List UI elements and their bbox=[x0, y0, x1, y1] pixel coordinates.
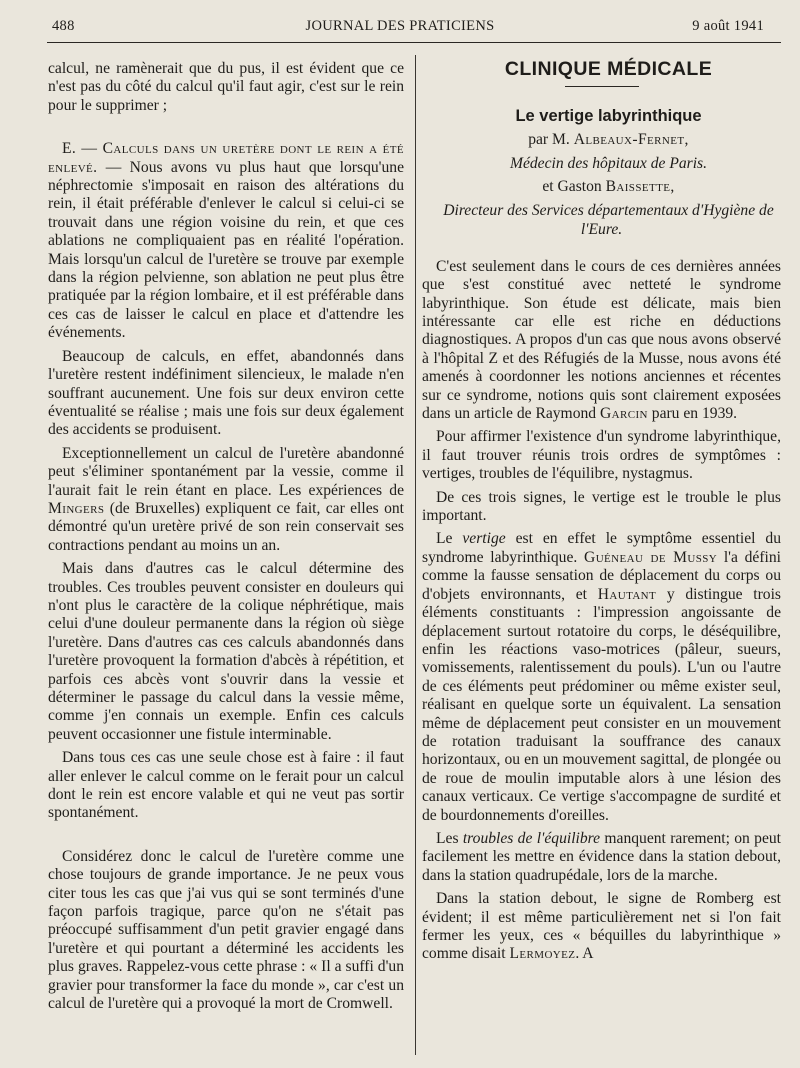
paragraph: calcul, ne ramènerait que du pus, il est évident que ce n'est pas du côté du calcul qu'il faut agir, c'est sur le rein pour le supprimer ; bbox=[48, 60, 404, 114]
paragraph: Dans tous ces cas une seule chose est à faire : il faut aller enlever le calcul comme on le ferait pour un calcul dont le rein est encore valable et qui ne veut pas sortir spontanément. bbox=[48, 749, 404, 822]
article-title: Le vertige labyrinthique bbox=[515, 107, 702, 126]
left-column bbox=[48, 60, 404, 1019]
section-heading: CLINIQUE MÉDICALE bbox=[504, 58, 713, 80]
section-rule bbox=[565, 86, 639, 87]
author-name: Mingers bbox=[48, 499, 105, 517]
byline bbox=[422, 131, 781, 240]
column-divider bbox=[415, 55, 416, 1055]
paragraph: Exceptionnellement un calcul de l'uretère abandonné peut s'éliminer spontanément par la vessie, comme il l'aurait fait le rein étant en place. Les expériences de Mingers (de Bruxelles) expliquent ce fait, car elles ont démontré qu'un uretère privé de son rein conservait ses contractions pendant au moins un an. bbox=[48, 444, 404, 554]
author-line: par M. Albeaux-Fernet, bbox=[528, 130, 689, 148]
author-role: Directeur des Services départementaux d'Hygiène de l'Eure. bbox=[443, 202, 774, 238]
author-role: Médecin des hôpitaux de Paris. bbox=[509, 154, 708, 172]
paragraph: Les troubles de l'équilibre manquent rarement; on peut facilement les mettre en évidence dans la station debout, dans la station quadrupédale, lors de la marche. bbox=[422, 829, 781, 884]
page-number: 488 bbox=[52, 18, 75, 34]
paragraph: E. — Calculs dans un uretère dont le rein a été enlevé. — Nous avons vu plus haut que lorsqu'une néphrectomie s'imposait en raison des altérations du rein, il était préférable d'enlever le calcul si celui-ci se trouvait dans une région voisine du rein, et que ces ablations ne compliquaient pas en réalité l'opération. Mais lorsqu'un calcul de l'uretère se trouve par exemple dans la région pelvienne, son ablation ne peut plus être pratiquée par la région lombaire, et il est préférable dans ces cas de laisser le calcul en place et d'attendre les événements. bbox=[48, 140, 404, 342]
journal-title: JOURNAL DES PRATICIENS bbox=[305, 18, 495, 34]
author-line: et Gaston Baissette, bbox=[542, 178, 675, 196]
paragraph: De ces trois signes, le vertige est le trouble le plus important. bbox=[422, 488, 781, 525]
paragraph: C'est seulement dans le cours de ces dernières années que s'est constitué avec netteté le syndrome labyrinthique. Son étude est délicate, mais bien intéressante car elle est riche en déductions diagnostiques. A propos d'un cas que nous avons observé à l'hôpital Z et des Réfugiés de la Musse, nous avons été amenés à coordonner les notions anciennes et récentes sur ce syndrome, notions quis sont clairement exposées dans un article de Raymond Garcin paru en 1939. bbox=[422, 257, 781, 423]
running-header bbox=[0, 14, 800, 38]
paragraph: Dans la station debout, le signe de Romberg est évident; il est même particulièrement net si l'on fait fermer les yeux, ces « béquilles du labyrinthique » comme disait Lermoyez. A bbox=[422, 890, 781, 963]
subsection-heading: E. — Calculs dans un uretère dont le rein a été enlevé. bbox=[48, 140, 404, 176]
paragraph: Le vertige est en effet le symptôme essentiel du syndrome labyrinthique. Guéneau de Mussy l'a défini comme la fausse sensation de déplacement du corps ou d'objets environnants, et Hautant y distingue trois éléments constituants : l'impression angoissante de déplacement surtout rotatoire du corps, le déséquilibre, enfin les réactions vaso-motrices (pâleur, sueurs, vomissements, ralentissement du pouls). L'un ou l'autre de ces éléments peut prédominer ou même exister seul, réalisant en quelque sorte un équivalent. La sensation même de déplacement peut consister en un mouvement de rotation traduisant la souffrance des canaux horizontaux, ou en un mouvement sagittal, de plongée ou de roue de moulin imputable alors à une lésion des canaux verticaux. Ce vertige s'accompagne de surdité et de bourdonnements d'oreilles. bbox=[422, 530, 782, 824]
right-column bbox=[422, 60, 781, 969]
paragraph: Beaucoup de calculs, en effet, abandonnés dans l'uretère restent indéfiniment silencieux, le malade n'en souffrant aucunement. Une fois sur deux environ cette éventualité se réalise ; mais une fois sur deux également des accidents se produisent. bbox=[48, 347, 404, 439]
paragraph: Considérez donc le calcul de l'uretère comme une chose toujours de grande importance. Je ne peux vous citer tous les cas que j'ai vus qui se sont terminés d'une façon parfois tragique, parce qu'on ne s'était pas préoccupé suffisamment d'un petit gravier engagé dans l'uretère et qui pourtant a déterminé les accidents les plus graves. Rappelez-vous cette phrase : « Il a suffi d'un gravier pour transformer la face du monde », car c'est un calcul de l'uretère qui a provoqué la mort de Cromwell. bbox=[48, 847, 404, 1013]
paragraph: Pour affirmer l'existence d'un syndrome labyrinthique, il faut trouver réunis trois ordres de symptômes : vertiges, troubles de l'équilibre, nystagmus. bbox=[422, 428, 781, 483]
paragraph: Mais dans d'autres cas le calcul détermine des troubles. Ces troubles peuvent consister en douleurs qui n'ont plus le caractère de la colique néphrétique, mais celui d'une douleur permanente dans la région où siège l'uretère. Dans d'autres cas ces calculs abandonnés dans l'uretère provoquent la formation d'abcès à répétition, et parfois ces abcès vont s'ouvrir dans la vessie et déterminer le passage du calcul dans la vessie même, comme j'en connais un exemple. Enfin ces calculs peuvent occasionner une fistule interminable. bbox=[48, 560, 404, 743]
header-rule bbox=[47, 42, 781, 43]
issue-date: 9 août 1941 bbox=[692, 18, 764, 34]
